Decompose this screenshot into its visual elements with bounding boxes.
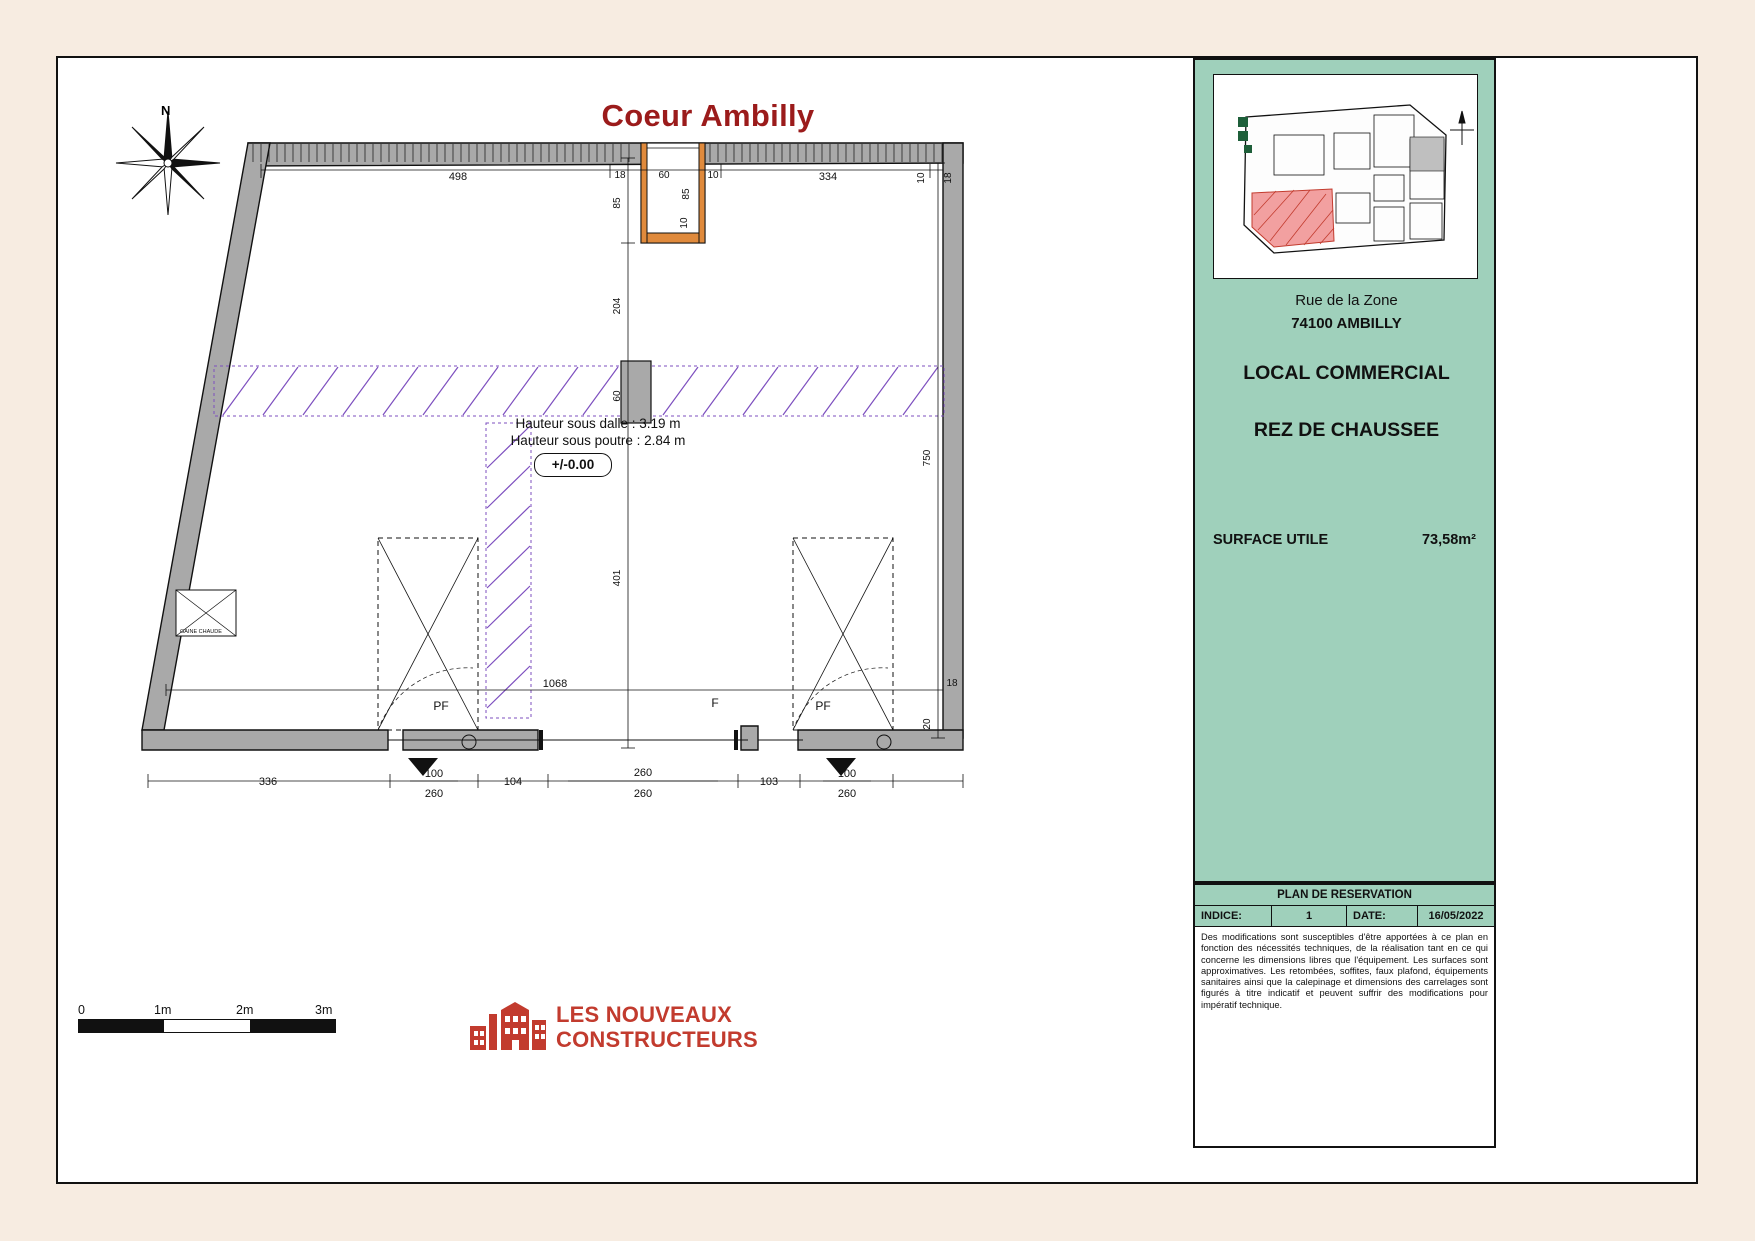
logo-mark-icon — [468, 1000, 548, 1052]
dim-top-6: 334 — [818, 171, 838, 183]
dim-interior-0: 1068 — [542, 678, 568, 690]
beam-band-vertical — [486, 423, 531, 718]
dim-v-5: 18 — [946, 678, 958, 689]
logo-line-1: LES NOUVEAUX — [556, 1002, 732, 1027]
dim-top-0: 498 — [448, 171, 468, 183]
dim-top-2: 60 — [658, 170, 670, 181]
date-label: DATE: — [1347, 906, 1418, 926]
dim-v-3: 401 — [612, 569, 623, 587]
gaine-chaude-label: GAINE CHAUDE — [180, 629, 222, 635]
address-line-1: Rue de la Zone — [1295, 292, 1398, 309]
level-badge: +/-0.00 — [534, 453, 612, 477]
date-value: 16/05/2022 — [1428, 910, 1484, 922]
scale-tick-2: 2m — [236, 1003, 254, 1017]
label-pf-right: PF — [815, 699, 831, 713]
dim-top-3: 85 — [681, 188, 692, 200]
property-level: REZ DE CHAUSSEE — [1253, 419, 1440, 441]
dim-top-7: 10 — [916, 172, 927, 184]
plan-labels — [433, 696, 830, 713]
height-beam-note: Hauteur sous poutre : 2.84 m — [510, 433, 686, 448]
surface-label: SURFACE UTILE — [1213, 532, 1329, 548]
dim-top-4: 10 — [679, 217, 690, 229]
reservation-note: Des modifications sont susceptibles d'être apportées à ce plan en fonction des nécessités techniques, de la réalisation tant en ce qui concerne les dimensions libres que l'équipement. Les surfaces sont approximatives. Les retombées, soffites, faux plafond, équipements sanitaires ainsi que la calepinage et dimensions des carrelages sont figurés à titre indicatif et peuvent suffrir des modifications pour impératif technique. — [1201, 932, 1488, 1010]
beam-band-horizontal — [214, 361, 944, 423]
surface-value: 73,58m² — [1421, 532, 1476, 548]
storefront-right — [793, 538, 893, 730]
dim-top-1: 18 — [614, 170, 626, 181]
reservation-block — [1193, 883, 1496, 1148]
gaine-chaude-box — [176, 590, 236, 636]
dim-bot-7: 100 — [837, 768, 857, 780]
dim-top-5: 10 — [707, 170, 719, 181]
dim-bot-0: 336 — [258, 776, 278, 788]
dim-bot-6: 103 — [759, 776, 779, 788]
company-logo — [468, 998, 798, 1058]
scale-tick-3: 3m — [315, 1003, 333, 1017]
compass-north-label: N — [161, 103, 171, 118]
height-notes — [478, 415, 718, 449]
reservation-title: PLAN DE RESERVATION — [1195, 885, 1494, 906]
entry-niche — [641, 143, 705, 243]
dim-v-6: 20 — [922, 718, 933, 730]
dim-bot-5: 260 — [633, 788, 653, 800]
logo-line-2: CONSTRUCTEURS — [556, 1027, 758, 1052]
logo-text — [556, 1002, 758, 1052]
floor-plan — [58, 58, 1188, 958]
label-f-center: F — [711, 696, 719, 710]
dimension-line-vertical — [621, 158, 635, 748]
dim-bot-8: 260 — [837, 788, 857, 800]
reservation-meta-row — [1195, 906, 1494, 927]
drawing-sheet — [56, 56, 1698, 1184]
info-panel — [1193, 58, 1496, 883]
scale-tick-1: 1m — [154, 1003, 172, 1017]
indice-label: INDICE: — [1195, 906, 1272, 926]
dim-bot-3: 104 — [503, 776, 523, 788]
dim-v-4: 750 — [922, 449, 933, 467]
address-line-2: 74100 AMBILLY — [1291, 315, 1402, 332]
label-pf-left: PF — [433, 699, 449, 713]
dimension-text-group — [259, 170, 958, 800]
dim-v-1: 204 — [612, 297, 623, 315]
dim-bot-1: 100 — [424, 768, 444, 780]
scale-bar — [78, 1003, 348, 1033]
scale-tick-0: 0 — [78, 1003, 85, 1017]
scale-bar-graphic — [78, 1019, 336, 1033]
dim-bot-4: 260 — [633, 767, 653, 779]
dim-v-0: 85 — [612, 197, 623, 209]
dim-top-8: 18 — [943, 172, 954, 184]
key-plan — [1213, 74, 1478, 279]
dim-v-2: 60 — [612, 390, 623, 402]
project-title: Coeur Ambilly — [601, 98, 815, 133]
height-slab-note: Hauteur sous dalle : 3.19 m — [515, 416, 681, 431]
dim-bot-2: 260 — [424, 788, 444, 800]
storefront-left — [378, 538, 478, 730]
indice-value: 1 — [1272, 906, 1347, 926]
property-type: LOCAL COMMERCIAL — [1243, 362, 1450, 384]
